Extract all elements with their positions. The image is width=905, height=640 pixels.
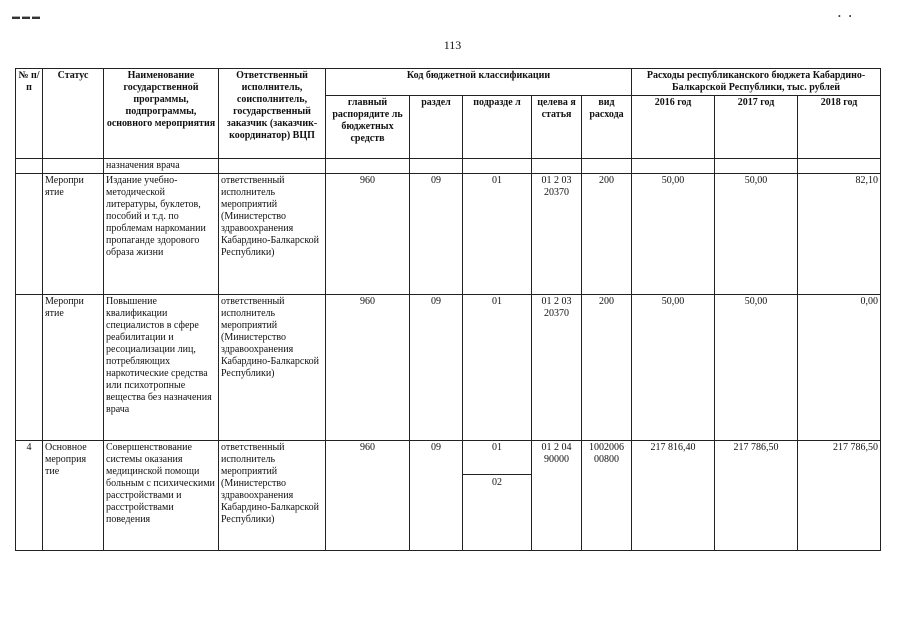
row-2017: 217 786,50 [715,441,798,551]
row-2018: 217 786,50 [798,441,881,551]
row-podrazdel [463,441,532,551]
row-name: Повышение квалификации специалистов в сфере реабилитации и ресоциализации лиц, потребляющих наркотические средства или психотропные вещества без назначения врача [104,295,219,441]
scan-artifact-right: • • [838,12,852,21]
row-vid: 200 [582,295,632,441]
header-executor: Ответственный исполнитель, соисполнитель, государственный заказчик (заказчик-координатор) ВЦП [219,69,326,159]
header-razdel: раздел [410,96,463,159]
row-executor: ответственный исполнитель мероприятий (Министерство здравоохранения Кабардино-Балкарской Республики) [219,295,326,441]
row-razdel: 09 [410,441,463,551]
row-podrazdel-value-2: 02 [463,474,531,489]
row-target: 01 2 04 90000 [532,441,582,551]
row-razdel: 09 [410,295,463,441]
table-row [16,174,881,295]
row-grbs: 960 [326,441,410,551]
row-2018: 0,00 [798,295,881,441]
row-target: 01 2 03 20370 [532,174,582,295]
row-2016: 50,00 [632,295,715,441]
row-target: 01 2 03 20370 [532,295,582,441]
row-2017: 50,00 [715,295,798,441]
header-2017: 2017 год [715,96,798,159]
row-name: Совершенствование системы оказания медицинской помощи больным с психическими расстройствами и расстройствами поведения [104,441,219,551]
row-2016: 50,00 [632,174,715,295]
row-num: 4 [16,441,43,551]
row-status: Меропри ятие [43,295,104,441]
row-2016: 217 816,40 [632,441,715,551]
header-status: Статус [43,69,104,159]
row-vid: 200 [582,174,632,295]
scan-artifact: ▬ ▬ ▬ [12,12,40,21]
row-2018: 82,10 [798,174,881,295]
row-executor: ответственный исполнитель мероприятий (Министерство здравоохранения Кабардино-Балкарской Республики) [219,441,326,551]
header-podrazdel: подразде л [463,96,532,159]
row-status: Основное мероприя тие [43,441,104,551]
row-vid: 1002006 00800 [582,441,632,551]
header-row-1 [16,69,881,96]
row-num [16,174,43,295]
budget-table [15,68,881,551]
header-2016: 2016 год [632,96,715,159]
row-name: Издание учебно-методической литературы, буклетов, пособий и т.д. по проблемам наркомании пропаганде здорового образа жизни [104,174,219,295]
row-status: Меропри ятие [43,174,104,295]
row-podrazdel: 01 [463,295,532,441]
header-target: целева я статья [532,96,582,159]
header-vid: вид расхода [582,96,632,159]
header-grbs: главный распорядите ль бюджетных средств [326,96,410,159]
header-expenses-group: Расходы республиканского бюджета Кабардино-Балкарской Республики, тыс. рублей [632,69,881,96]
header-num: № п/п [16,69,43,159]
header-2018: 2018 год [798,96,881,159]
page-number: 113 [443,38,462,52]
row-podrazdel-value: 01 [492,442,502,453]
continuation-row [16,159,881,174]
row-num [16,295,43,441]
row-grbs: 960 [326,295,410,441]
table-row [16,295,881,441]
row-2017: 50,00 [715,174,798,295]
row-executor: ответственный исполнитель мероприятий (Министерство здравоохранения Кабардино-Балкарской Республики) [219,174,326,295]
table-row [16,441,881,551]
row-podrazdel: 01 [463,174,532,295]
row-razdel: 09 [410,174,463,295]
header-name: Наименование государственной программы, подпрограммы, основного мероприятия [104,69,219,159]
continuation-text: назначения врача [104,159,219,174]
row-grbs: 960 [326,174,410,295]
header-code-group: Код бюджетной классификации [326,69,632,96]
